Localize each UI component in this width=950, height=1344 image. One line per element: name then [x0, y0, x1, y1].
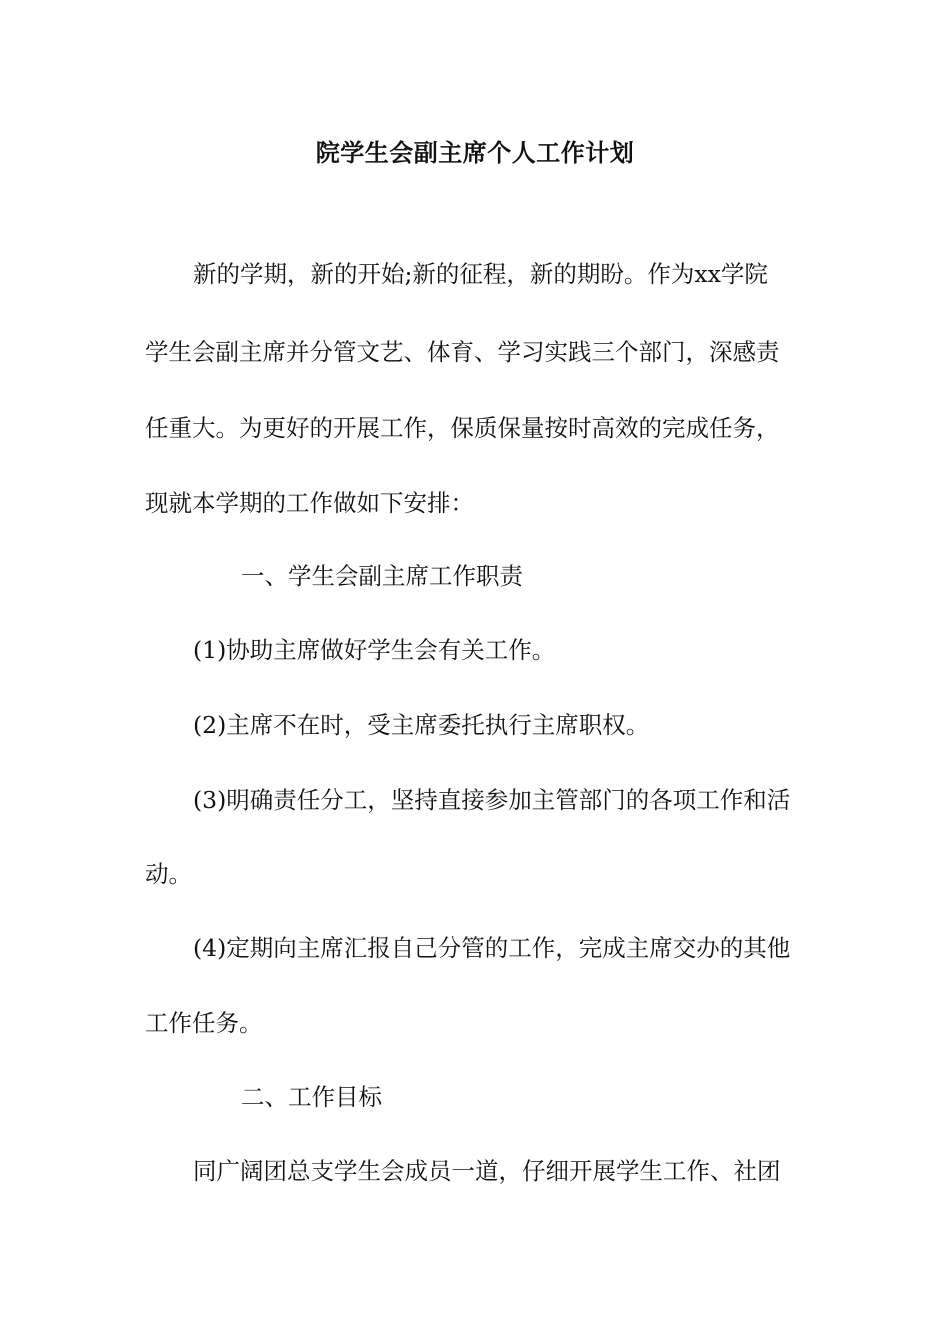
list-item: (1)协助主席做好学生会有关工作。 — [193, 636, 556, 664]
paragraph-line: 任重大。为更好的开展工作，保质保量按时高效的完成任务， — [145, 414, 780, 442]
list-item: (4)定期向主席汇报自己分管的工作，完成主席交办的其他 — [193, 934, 791, 962]
section-heading: 一、学生会副主席工作职责 — [241, 562, 523, 590]
list-item-continuation: 动。 — [145, 860, 192, 888]
list-item: (2)主席不在时，受主席委托执行主席职权。 — [193, 711, 650, 739]
paragraph-line: 现就本学期的工作做如下安排： — [145, 489, 474, 517]
document-title: 院学生会副主席个人工作计划 — [315, 138, 635, 167]
paragraph-line: 新的学期，新的开始;新的征程，新的期盼。作为xx学院 — [193, 260, 768, 288]
list-item-continuation: 工作任务。 — [145, 1009, 263, 1037]
list-item: (3)明确责任分工，坚持直接参加主管部门的各项工作和活 — [193, 786, 791, 814]
paragraph-line: 同广阔团总支学生会成员一道，仔细开展学生工作、社团 — [193, 1157, 781, 1185]
paragraph-line: 学生会副主席并分管文艺、体育、学习实践三个部门，深感责 — [145, 338, 780, 366]
section-heading: 二、工作目标 — [241, 1083, 382, 1111]
